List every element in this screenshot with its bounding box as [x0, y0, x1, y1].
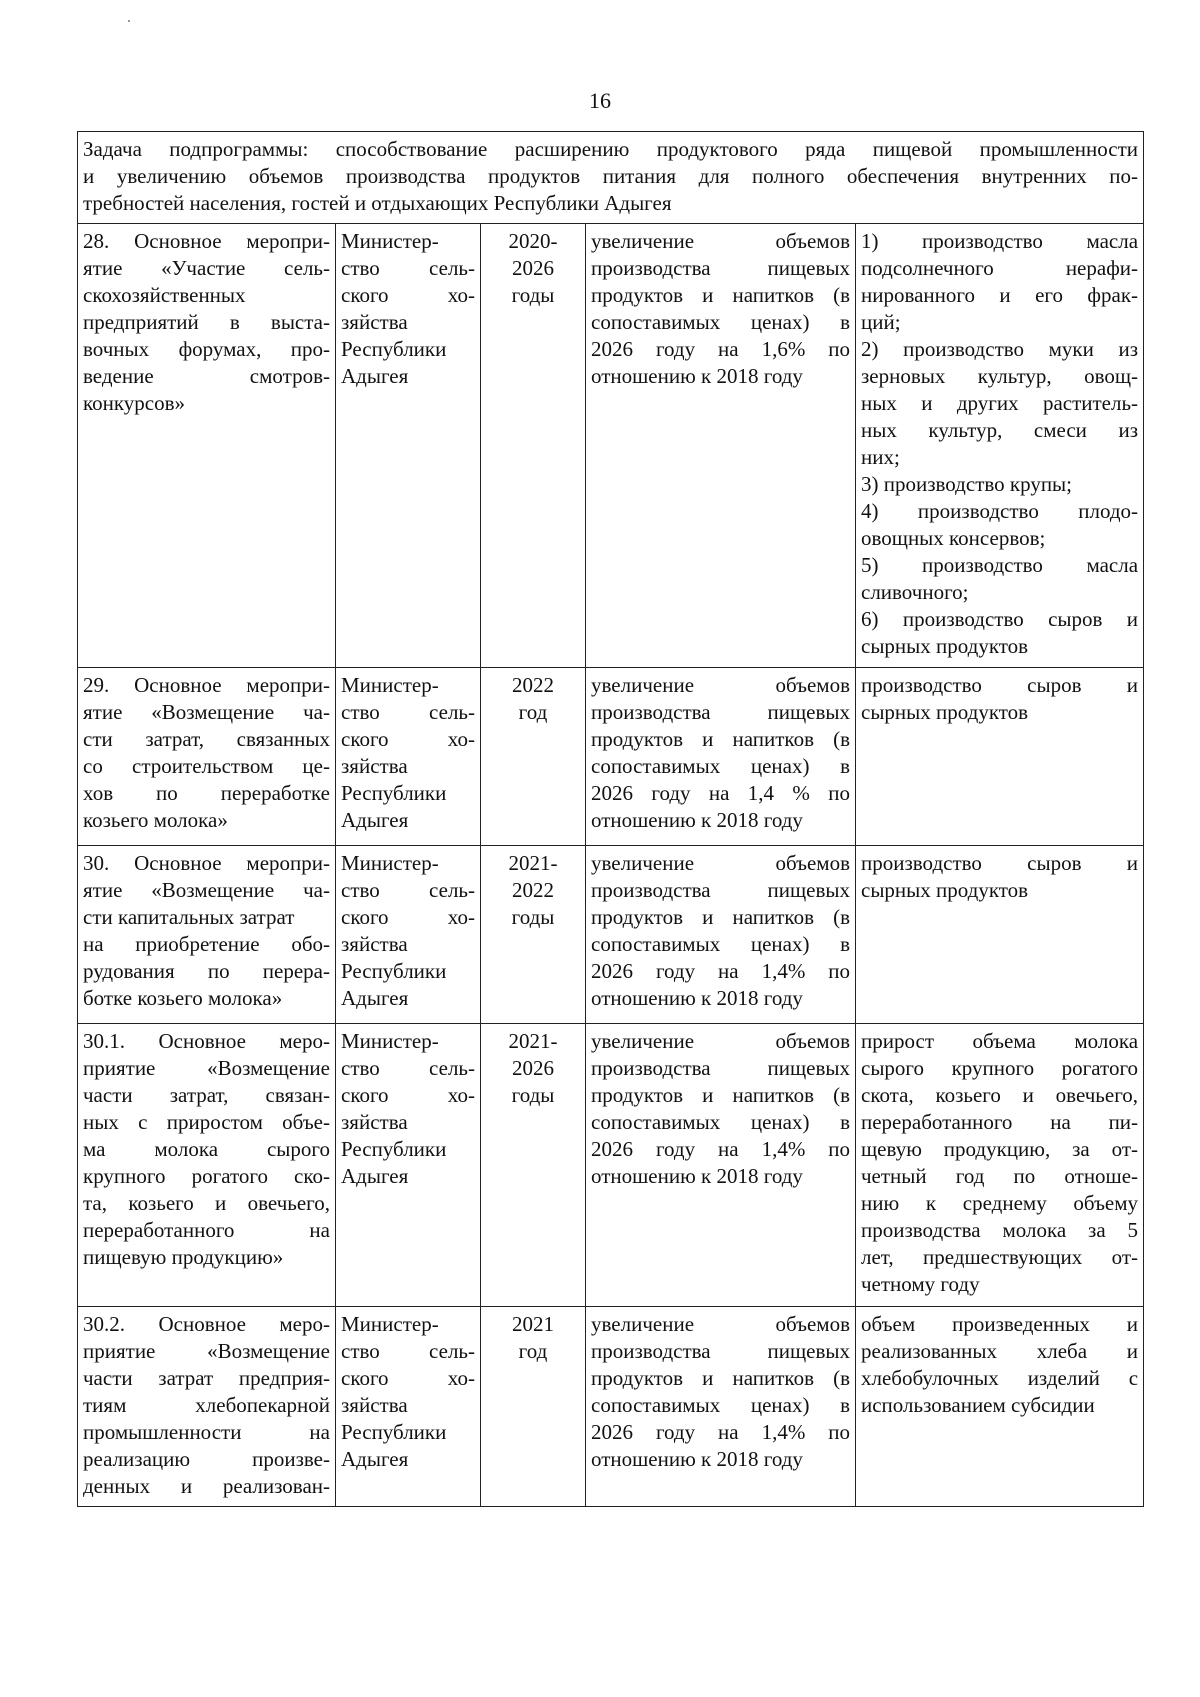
text-line: сопоставимых ценах) в — [591, 310, 850, 334]
text-line: приятие «Возмещение — [83, 1339, 330, 1363]
text-line: 2026 году на 1,4% по — [591, 1420, 850, 1444]
text-line: 2020- — [508, 229, 558, 253]
text-line: ского хо- — [341, 905, 475, 929]
text-line: Министер- — [341, 1029, 439, 1053]
text-line: подсолнечного нерафи- — [861, 256, 1139, 280]
text-line: увеличение объемов — [591, 851, 850, 875]
text-line: продуктов и напитков (в — [591, 905, 850, 929]
result-cell — [586, 668, 856, 846]
executor-cell — [336, 846, 481, 1024]
text-line: скота, козьего и овечьего, — [861, 1083, 1139, 1107]
period-cell — [481, 846, 586, 1024]
text-line: Адыгея — [341, 1447, 409, 1471]
text-line: производства пищевых — [591, 256, 850, 280]
text-line: Республики — [341, 1137, 447, 1161]
table-row — [78, 846, 1144, 1024]
text-line: ского хо- — [341, 1366, 475, 1390]
text-line: продуктов и напитков (в — [591, 1366, 850, 1390]
text-line: овощных консервов; — [861, 526, 1046, 550]
text-line: части затрат, связан- — [83, 1083, 330, 1107]
result-cell — [586, 224, 856, 668]
text-line: год — [518, 700, 548, 724]
text-line: них; — [861, 445, 900, 469]
text-line: зяйства — [341, 932, 408, 956]
text-line: 30. Основное меропри- — [83, 851, 330, 875]
text-line: 2026 — [512, 1056, 554, 1080]
text-line: 2026 году на 1,4 % по — [591, 781, 850, 805]
text-line: сти затрат, связанных — [83, 727, 330, 751]
text-line: ство сель- — [341, 700, 475, 724]
text-line: 2026 — [512, 256, 554, 280]
text-line: ных культур, смеси из — [861, 418, 1139, 442]
text-line: 2) производство муки из — [861, 337, 1139, 361]
text-line: сопоставимых ценах) в — [591, 1393, 850, 1417]
text-line: нию к среднему объему — [861, 1191, 1139, 1215]
text-line: козьего молока» — [83, 808, 228, 832]
text-line: сопоставимых ценах) в — [591, 754, 850, 778]
text-line: 6) производство сыров и — [861, 607, 1139, 631]
text-line: ство сель- — [341, 878, 475, 902]
result-cell — [586, 1024, 856, 1307]
text-line: Адыгея — [341, 808, 409, 832]
text-line: на приобретение обо- — [83, 932, 330, 956]
indicator-cell — [856, 224, 1144, 668]
text-line: 30.2. Основное меро- — [83, 1312, 330, 1336]
text-line: увеличение объемов — [591, 1029, 850, 1053]
text-line: скохозяйственных — [83, 283, 246, 307]
text-line: ского хо- — [341, 1083, 475, 1107]
text-line: производства пищевых — [591, 1339, 850, 1363]
text-line: ных с приростом объе- — [83, 1110, 330, 1134]
text-line: ство сель- — [341, 1056, 475, 1080]
table-row — [78, 224, 1144, 668]
text-line: сопоставимых ценах) в — [591, 1110, 850, 1134]
indicator-cell — [856, 1024, 1144, 1307]
text-line: производство сыров и — [861, 851, 1139, 875]
text-line: производства пищевых — [591, 700, 850, 724]
text-line: сырных продуктов — [861, 878, 1029, 902]
text-line: конкурсов» — [83, 391, 186, 415]
text-line: увеличение объемов — [591, 1312, 850, 1336]
text-line: 2021- — [508, 851, 558, 875]
text-line: пищевую продукцию» — [83, 1245, 284, 1269]
text-line: отношению к 2018 году — [591, 1164, 803, 1188]
indicator-cell — [856, 668, 1144, 846]
indicator-cell — [856, 1307, 1144, 1507]
text-line: годы — [511, 905, 555, 929]
text-line: зяйства — [341, 310, 408, 334]
text-line: Адыгея — [341, 1164, 409, 1188]
text-line: производства молока за 5 — [861, 1218, 1139, 1242]
text-line: продуктов и напитков (в — [591, 1083, 850, 1107]
text-line: Министер- — [341, 673, 439, 697]
text-line: продуктов и напитков (в — [591, 727, 850, 751]
text-line: зерновых культур, овощ- — [861, 364, 1139, 388]
text-line: та, козьего и овечьего, — [83, 1191, 330, 1215]
text-line: продуктов и напитков (в — [591, 283, 850, 307]
text-line: 2026 году на 1,4% по — [591, 959, 850, 983]
result-cell — [586, 846, 856, 1024]
text-line: рудования по перера- — [83, 959, 330, 983]
indicator-cell — [856, 846, 1144, 1024]
executor-cell — [336, 1307, 481, 1507]
measure-name-cell — [78, 224, 336, 668]
text-line: промышленности на — [83, 1420, 330, 1444]
text-line: вочных форумах, про- — [83, 337, 330, 361]
text-line: ятие «Возмещение ча- — [83, 878, 330, 902]
text-line: отношению к 2018 году — [591, 986, 803, 1010]
text-line: четному году — [861, 1272, 980, 1296]
text-line: 29. Основное меропри- — [83, 673, 330, 697]
text-line: Республики — [341, 959, 447, 983]
text-line: 2026 году на 1,4% по — [591, 1137, 850, 1161]
text-line: использованием субсидии — [861, 1393, 1095, 1417]
text-line: Министер- — [341, 851, 439, 875]
text-line: зяйства — [341, 1110, 408, 1134]
executor-cell — [336, 668, 481, 846]
text-line: ведение смотров- — [83, 364, 330, 388]
text-line: ского хо- — [341, 727, 475, 751]
measure-name-cell — [78, 1307, 336, 1507]
period-cell — [481, 668, 586, 846]
text-line: ятие «Возмещение ча- — [83, 700, 330, 724]
text-line: переработанного на пи- — [861, 1110, 1139, 1134]
text-line: зяйства — [341, 1393, 408, 1417]
text-line: отношению к 2018 году — [591, 1447, 803, 1471]
task-line: и увеличению объемов производства продуктов питания для полного обеспечения внутренних по- — [83, 164, 1139, 188]
period-cell — [481, 1307, 586, 1507]
text-line: 1) производство масла — [861, 229, 1139, 253]
program-table — [77, 131, 1144, 1507]
text-line: 3) производство крупы; — [861, 472, 1072, 496]
text-line: 2021- — [508, 1029, 558, 1053]
text-line: ций; — [861, 310, 901, 334]
text-line: ных и других раститель- — [861, 391, 1139, 415]
task-line: требностей населения, гостей и отдыхающих Республики Адыгея — [83, 191, 672, 215]
text-line: 4) производство плодо- — [861, 499, 1139, 523]
text-line: Республики — [341, 1420, 447, 1444]
text-line: 5) производство масла — [861, 553, 1139, 577]
text-line: производство сыров и — [861, 673, 1139, 697]
result-cell — [586, 1307, 856, 1507]
text-line: сти капитальных затрат — [83, 905, 295, 929]
table-row — [78, 1307, 1144, 1507]
text-line: Министер- — [341, 229, 439, 253]
text-line: год — [518, 1339, 548, 1363]
text-line: приятие «Возмещение — [83, 1056, 330, 1080]
text-line: ма молока сырого — [83, 1137, 330, 1161]
executor-cell — [336, 1024, 481, 1307]
text-line: сопоставимых ценах) в — [591, 932, 850, 956]
text-line: 2026 году на 1,6% по — [591, 337, 850, 361]
task-cell — [78, 132, 1144, 224]
task-row — [78, 132, 1144, 224]
text-line: переработанного на — [83, 1218, 330, 1242]
text-line: зяйства — [341, 754, 408, 778]
text-line: денных и реализован- — [83, 1474, 330, 1498]
text-line: ского хо- — [341, 283, 475, 307]
text-line: 28. Основное меропри- — [83, 229, 330, 253]
text-line: увеличение объемов — [591, 229, 850, 253]
text-line: хлебобулочных изделий с — [861, 1366, 1139, 1390]
text-line: Республики — [341, 337, 447, 361]
text-line: лет, предшествующих от- — [861, 1245, 1139, 1269]
text-line: производства пищевых — [591, 1056, 850, 1080]
text-line: сырого крупного рогатого — [861, 1056, 1139, 1080]
text-line: годы — [511, 283, 555, 307]
text-line: 2022 — [512, 673, 554, 697]
text-line: предприятий в выста- — [83, 310, 330, 334]
text-line: объем произведенных и — [861, 1312, 1139, 1336]
text-line: 30.1. Основное меро- — [83, 1029, 330, 1053]
text-line: нированного и его фрак- — [861, 283, 1139, 307]
table-row — [78, 1024, 1144, 1307]
text-line: ятие «Участие сель- — [83, 256, 330, 280]
period-cell — [481, 224, 586, 668]
measure-name-cell — [78, 1024, 336, 1307]
text-line: ботке козьего молока» — [83, 986, 283, 1010]
text-line: прирост объема молока — [861, 1029, 1139, 1053]
text-line: ство сель- — [341, 1339, 475, 1363]
text-line: 2021 — [512, 1312, 554, 1336]
measure-name-cell — [78, 846, 336, 1024]
text-line: четный год по отноше- — [861, 1164, 1139, 1188]
text-line: хов по переработке — [83, 781, 330, 805]
text-line: Адыгея — [341, 986, 409, 1010]
text-line: щевую продукцию, за от- — [861, 1137, 1139, 1161]
period-cell — [481, 1024, 586, 1307]
text-line: со строительством це- — [83, 754, 330, 778]
text-line: производства пищевых — [591, 878, 850, 902]
text-line: отношению к 2018 году — [591, 364, 803, 388]
text-line: 2022 — [512, 878, 554, 902]
executor-cell — [336, 224, 481, 668]
text-line: реализованных хлеба и — [861, 1339, 1139, 1363]
text-line: годы — [511, 1083, 555, 1107]
text-line: ство сель- — [341, 256, 475, 280]
measure-name-cell — [78, 668, 336, 846]
text-line: сырных продуктов — [861, 634, 1029, 658]
scan-speck — [128, 20, 130, 22]
table-row — [78, 668, 1144, 846]
text-line: крупного рогатого ско- — [83, 1164, 330, 1188]
text-line: реализацию произве- — [83, 1447, 330, 1471]
text-line: части затрат предприя- — [83, 1366, 330, 1390]
text-line: тиям хлебопекарной — [83, 1393, 330, 1417]
task-line: Задача подпрограммы: способствование расширению продуктового ряда пищевой промышленности — [83, 137, 1139, 161]
text-line: Республики — [341, 781, 447, 805]
text-line: сливочного; — [861, 580, 969, 604]
text-line: отношению к 2018 году — [591, 808, 803, 832]
text-line: Министер- — [341, 1312, 439, 1336]
text-line: Адыгея — [341, 364, 409, 388]
page-number: 16 — [589, 88, 611, 113]
text-line: увеличение объемов — [591, 673, 850, 697]
text-line: сырных продуктов — [861, 700, 1029, 724]
